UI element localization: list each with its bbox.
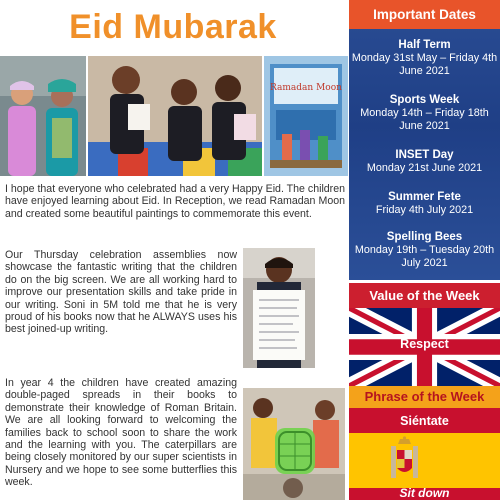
event-half-term [351,38,498,78]
phrase-of-week-heading: Phrase of the Week [349,386,500,408]
caterpillar-nursery-photo [243,388,345,500]
paragraph-assemblies: Our Thursday celebration assemblies now showcase the fantastic writing that the children do on the big screen. We are all working hard to improve our presentation skills and take pride in our writing. Soni in 5M told me that he is very proud of his books now that he ALWAYS uses his best joined-up writing. [5,249,237,336]
newsletter-title: Eid Mubarak [69,8,277,46]
children-paintings-photo [88,56,262,176]
event-sports-week [351,93,498,133]
value-of-week-value: Respect [400,337,449,351]
paragraph-eid: I hope that everyone who celebrated had a very Happy Eid. The children have enjoyed learning about Eid. In Reception, we read Ramadan Moon and created some beautiful paintings to commemorate this event. [5,183,345,220]
event-date: Monday 21st June 2021 [366,162,483,174]
event-inset-day [351,148,498,175]
event-title: INSET Day [395,149,454,161]
event-title: Sports Week [389,94,460,106]
sidebar [349,0,500,500]
value-of-week-heading: Value of the Week [349,283,500,308]
event-summer-fete [351,190,498,217]
event-date: Monday 14th – Friday 18th June 2021 [360,107,489,132]
ramadan-moon-book-photo [264,56,348,176]
event-date: Monday 31st May – Friday 4th June 2021 [351,52,498,77]
eid-costume-photo [0,56,86,176]
event-title: Summer Fete [388,191,461,203]
intro-paragraph [5,183,345,220]
phrase-of-week-translation: Sit down [399,486,450,500]
assemblies-paragraph [5,249,237,336]
pupil-writing-photo [243,248,315,368]
paragraph-year4: In year 4 the children have created amazing double-paged spreads in their books to demonstrate their knowledge of Roman Britain. We are all looking forward to welcoming the families back to school soon to share the work and the learning with you. The caterpillars are being closely monitored by our super scientists in Nursery and we hope to see some butterflies this week. [5,377,237,489]
event-title: Half Term [398,39,451,51]
important-dates-heading: Important Dates [349,0,500,29]
year4-paragraph [5,377,237,500]
book-cover-title: Ramadan Moon [270,83,342,93]
event-title: Spelling Bees [386,231,463,243]
important-dates-panel [349,0,500,280]
phrase-of-week-phrase: Siéntate [400,414,449,428]
event-date: Friday 4th July 2021 [375,204,474,216]
event-spelling-bees [351,230,498,270]
event-date: Monday 19th – Tuesday 20th July 2021 [354,244,495,269]
